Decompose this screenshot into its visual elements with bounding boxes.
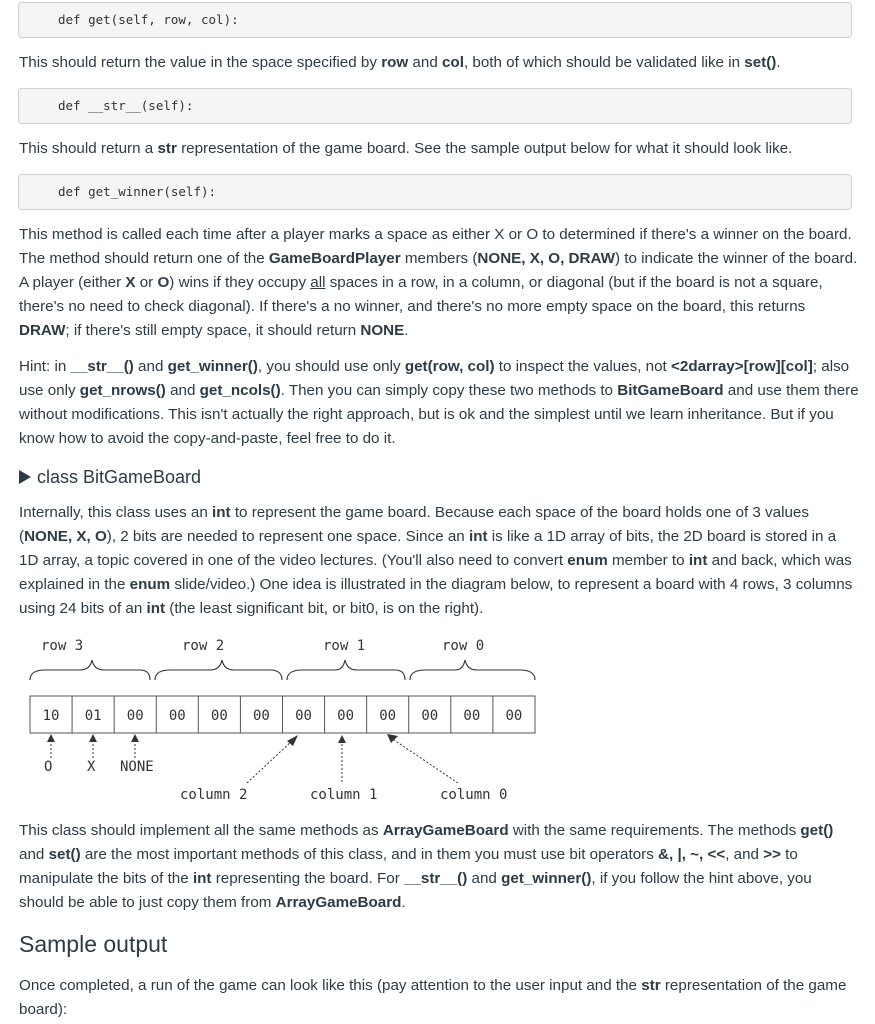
code-block-get — [18, 2, 852, 38]
bitgameboard-description: Internally, this class uses an int to represent the game board. Because each space of the board holds one of 3 values (NONE, X, O), 2 bits are needed to represent one space. Since an int is like a 1D array of bits, the 2D board is stored in a 1D array, a topic covered in one of the video lectures. (You'll also need to convert enum member to int and back, which was explained in the enum slide/video.) One idea is illustrated in the diagram below, to represent a board with 4 rows, 3 columns using 24 bits of an int (the least significant bit, or bit0, is on the right). — [19, 504, 853, 617]
column-label: column 0 — [440, 787, 508, 803]
arrowhead — [387, 734, 398, 743]
hint-paragraph: Hint: in __str__() and get_winner(), you should use only get(row, col) to inspect the values, not <2darray>[row][col]; also use only get_nrows() and get_ncols(). Then you can simply copy these two methods to BitGameBoard and use them there without modifications. This isn't actually the right approach, but is ok and the simplest until we learn inheritance. But if you know how to avoid the copy-and-paste, feel free to do it. — [19, 358, 859, 447]
section-title: class BitGameBoard — [37, 467, 202, 487]
column-pointer — [247, 739, 294, 783]
get-description: This should return the value in the space specified by row and col, both of which should be validated like in set(). — [19, 54, 781, 71]
row-brace — [30, 660, 150, 680]
arrowhead — [47, 734, 55, 742]
code-block-str — [18, 88, 852, 124]
str-description: This should return a str representation of the game board. See the sample output below for what it should look like. — [19, 140, 793, 157]
bit-cell: 00 — [421, 708, 439, 724]
bit-cell: 01 — [84, 708, 102, 724]
column-label: column 2 — [180, 787, 248, 803]
column-label: column 1 — [310, 787, 378, 803]
bit-cell: 00 — [379, 708, 397, 724]
bit-cell: 00 — [295, 708, 312, 724]
arrowhead — [89, 734, 97, 742]
disclosure-triangle-icon — [19, 470, 31, 484]
bit-cell: 00 — [463, 708, 481, 724]
code-signature: def get_winner(self): — [58, 184, 217, 199]
value-label: X — [87, 759, 96, 775]
value-label: NONE — [120, 759, 154, 775]
bit-cell: 00 — [337, 708, 355, 724]
row-label: row 0 — [442, 638, 485, 654]
bit-cell: 00 — [126, 708, 144, 724]
bit-cell: 00 — [505, 708, 523, 724]
bit-cell: 00 — [168, 708, 186, 724]
row-brace — [410, 660, 535, 680]
sample-output-description: Once completed, a run of the game can look like this (pay attention to the user input and the str representation of the game board): — [19, 977, 847, 1018]
arrowhead — [338, 735, 346, 743]
value-label: O — [44, 759, 53, 775]
bit-cell: 10 — [42, 708, 60, 724]
bitgameboard-section-toggle[interactable] — [19, 464, 201, 490]
row-brace — [287, 660, 405, 680]
code-signature: def get(self, row, col): — [58, 12, 239, 27]
row-label: row 3 — [41, 638, 84, 654]
column-pointer — [391, 738, 458, 783]
bit-layout-diagram — [0, 630, 875, 810]
row-brace — [155, 660, 282, 680]
row-label: row 1 — [323, 638, 366, 654]
get-winner-description: This method is called each time after a player marks a space as either X or O to determined if there's a winner on the board. The method should return one of the GameBoardPlayer members (NONE, X, O, DRAW) to indicate the winner of the board. A player (either X or O) wins if they occupy all spaces in a row, in a column, or diagonal (but if the board is not a square, there's no need to check diagonal). If there's a no winner, and there's no more empty space on the board, this returns DRAW; if there's still empty space, it should return NONE. — [19, 226, 858, 339]
bit-cell: 00 — [253, 708, 270, 724]
implementation-description: This class should implement all the same methods as ArrayGameBoard with the same requirements. The methods get() and set() are the most important methods of this class, and in them you must use bit operators &, |, ~, <<, and >> to manipulate the bits of the int representing the board. For __str__() and get_winner(), if you follow the hint above, you should be able to just copy them from ArrayGameBoard. — [19, 822, 834, 911]
row-label: row 2 — [182, 638, 225, 654]
sample-output-heading: Sample output — [19, 931, 168, 957]
bit-cell: 00 — [210, 708, 228, 724]
code-signature: def __str__(self): — [58, 98, 194, 113]
arrowhead — [131, 734, 139, 742]
code-block-get-winner — [18, 174, 852, 210]
